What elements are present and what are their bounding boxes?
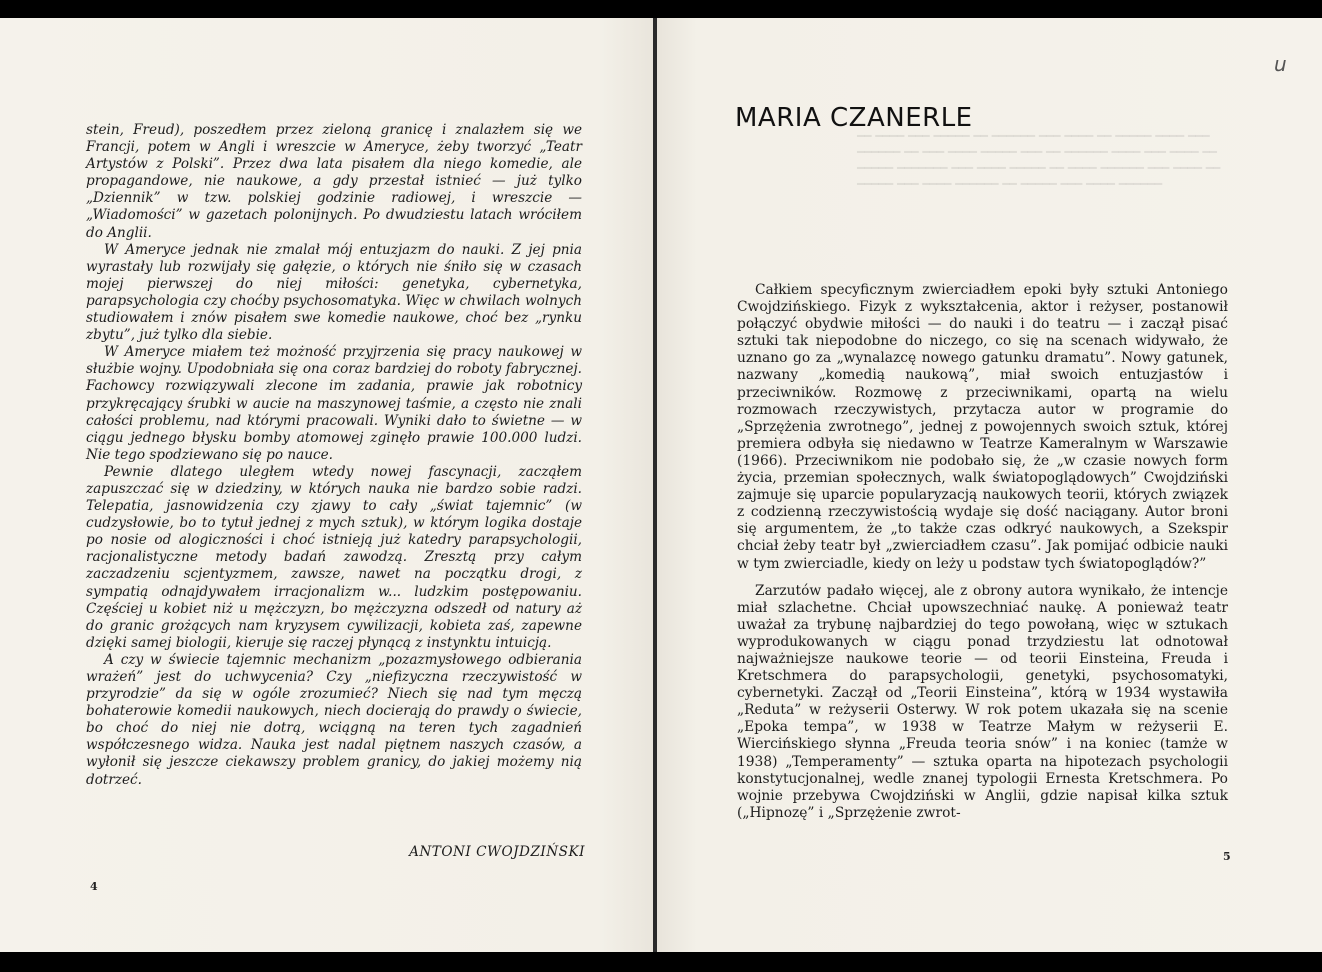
right-page	[657, 18, 1322, 952]
author-signature: ANTONI CWOJDZIŃSKI	[409, 844, 585, 860]
page-number-right: 5	[1223, 850, 1231, 863]
article-title: MARIA CZANERLE	[735, 103, 973, 133]
left-body-text	[86, 122, 582, 789]
paragraph: W Ameryce jednak nie zmalał mój entuzjazm do nauki. Z jej pnia wyrastały lub rozwijały się gałęzie, o których nie śniło się w czasach mojej pierwszej do niej miłości: genetyka, cybernetyka, parapsychologia czy choćby psychosomatyka. Więc w chwilach wolnych studiowałem i znów pisałem swe komedie naukowe, choć bez „rynku zbytu”, już tylko dla siebie.	[86, 241, 582, 344]
right-body-text	[737, 282, 1228, 832]
paragraph: A czy w świecie tajemnic mechanizm „pozazmysłowego odbierania wrażeń” jest do uchwycenia? Czy „niefizyczna rzeczywistość w przyrodzie” da się w ogóle zrozumieć? Niech się nad tym męczą bohaterowie komedii naukowych, niech docierają do prawdy o świecie, bo choć do niej nie dotrą, wciągną na teren tych zagadnień współczesnego widza. Nauka jest nadal piętnem naszych czasów, a wyłonił się jeszcze ciekawszy problem granicy, do jakiej możemy nią dotrzeć.	[86, 651, 582, 788]
page-number-left: 4	[90, 880, 98, 893]
show-through-texture: ━━ ━━━━ ━━━ ━━━━━ ━━ ━━━━━━ ━━━ ━━━━ ━━ ━━━━━ ━━━━ ━━━ ━━━━━━ ━━ ━━━ ━━━━ ━━━━━ ━━━ ━━ ━━━━━━ ━━━━ ━━━ ━━━━ ━━ ━━━━━ ━━━━━━━ ━━━ ━━━━ ━━━━━ ━━ ━━━━ ━━━━━━ ━━━ ━━━━ ━━ ━━━━━ ━━━ ━━━━ ━━━━━━ ━━ ━━━━━ ━━━ ━━━━ ━━━━━━	[857, 129, 1221, 191]
paragraph: Zarzutów padało więcej, ale z obrony autora wynikało, że intencje miał szlachetne. Chciał upowszechniać naukę. A ponieważ teatr uważał za trybunę najbardziej do tego powołaną, więc w sztukach wyprodukowanych w ciągu ponad trzydziestu lat odnotował najważniejsze naukowe teorie — od teorii Einsteina, Freuda i Kretschmera do parapsychologii, genetyki, psychosomatyki, cybernetyki. Zaczął od „Teorii Einsteina”, którą w 1934 wystawiła „Reduta” w reżyserii Osterwy. W rok potem ukazała się na scenie „Epoka tempa”, w 1938 w Teatrze Małym w reżyserii E. Wiercińskiego słynna „Freuda teoria snów” i na koniec (tamże w 1938) „Temperamenty” — sztuka oparta na hipotezach psychologii konstytucjonalnej, wedle znanej typologii Ernesta Kretschmera. Po wojnie przebywa Cwojdziński w Anglii, gdzie napisał kilka sztuk („Hipnozę” i „Sprzężenie zwrot-	[737, 582, 1228, 821]
paragraph: Całkiem specyficznym zwierciadłem epoki były sztuki Antoniego Cwojdzińskiego. Fizyk z wykształcenia, aktor i reżyser, postanowił połączyć obydwie miłości — do nauki i do teatru — i zaczął pisać sztuki tak niepodobne do niczego, co się na scenach widywało, że uznano go za „wynalazcę nowego gatunku dramatu”. Nowy gatunek, nazwany „komedią naukową”, miał swoich entuzjastów i przeciwników. Rozmowę z przeciwnikami, opartą na wielu rozmowach rzeczywistych, przytacza autor w programie do „Sprzężenia zwrotnego”, jednej z powojennych swoich sztuk, której premiera odbyła się niedawno w Teatrze Kameralnym w Warszawie (1966). Przeciwnikom nie podobało się, że „w czasie nowych form życia, przemian społecznych, walk światopoglądowych” Cwojdziński zajmuje się uparcie popularyzacją naukowych teorii, których związek z codzienną rzeczywistością wydaje się dość naciągany. Autor broni się argumentem, że „to także czas odkryć naukowych, a Szekspir chciał żeby teatr był „zwierciadłem czasu”. Jak pomijać odbicie nauki w tym zwierciadle, kiedy on leży u podstaw tych światopoglądów?”	[737, 282, 1228, 572]
paragraph: W Ameryce miałem też możność przyjrzenia się pracy naukowej w służbie wojny. Upodobniała się ona coraz bardziej do roboty fabrycznej. Fachowcy rozwiązywali zlecone im zadania, prawie jak robotnicy przykręcający śrubki w aucie na maszynowej taśmie, a często nie znali całości problemu, nad którymi pracowali. Wyniki dało to świetne — w ciągu jednego błysku bomby atomowej zginęło prawie 100.000 ludzi. Nie tego spodziewano się po nauce.	[86, 344, 582, 463]
paragraph: stein, Freud), poszedłem przez zieloną granicę i znalazłem się we Francji, potem w Angli i wreszcie w Ameryce, żeby tworzyć „Teatr Artystów z Polski”. Przez dwa lata pisałem dla niego komedie, ale propagandowe, nie naukowe, a gdy przestał istnieć — już tylko „Dziennik” w tzw. polskiej godzinie radiowej, i wreszcie — „Wiadomości” w gazetach polonijnych. Po dwudziestu latach wróciłem do Anglii.	[86, 122, 582, 241]
left-page	[0, 18, 653, 952]
paragraph: Pewnie dlatego uległem wtedy nowej fascynacji, zacząłem zapuszczać się w dziedziny, w których nauka nie bardzo sobie radzi. Telepatia, jasnowidzenia czy zjawy to cały „świat tajemnic” (w cudzysłowie, bo to tytuł jednej z mych sztuk), w którym logika dostaje po nosie od alogiczności i choć istnieją już katedry parapsychologii, racjonalistyczne metody badań zawodzą. Zresztą przy całym zaczadzeniu scjentyzmem, zawsze, nawet na początku drogi, z sympatią odnajdywałem irracjonalizm w... ludzkim postępowaniu. Częściej u kobiet niż u mężczyzn, bo mężczyzna odszedł od natury aż do granic grożących nam kryzysem cywilizacji, kobieta zaś, zapewne dzięki samej biologii, kieruje się raczej płynącą z instynktu intuicją.	[86, 463, 582, 651]
handwritten-mark: u	[1274, 52, 1287, 76]
